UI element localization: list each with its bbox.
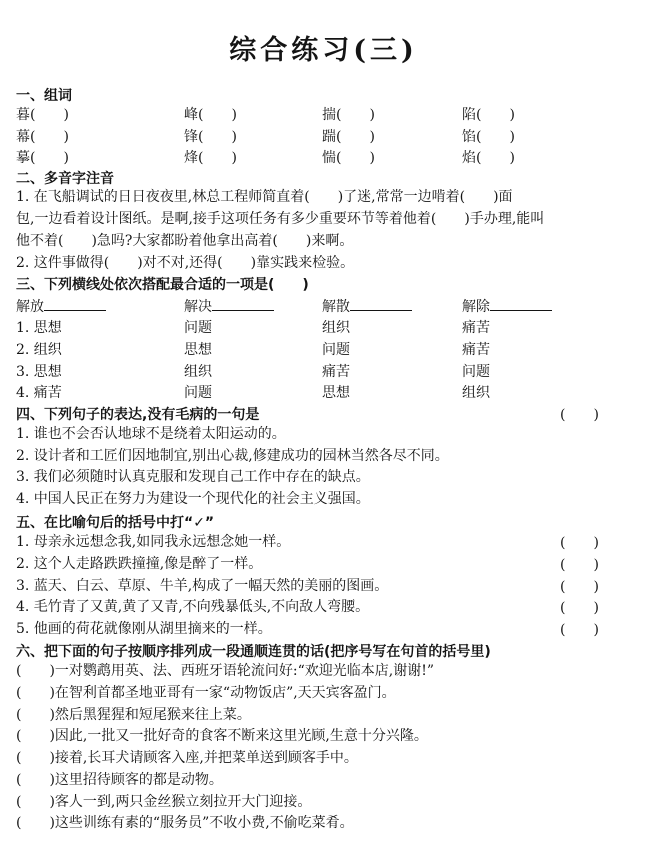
word-cell: 锋( ): [184, 129, 237, 145]
answer-paren: ( ): [560, 622, 599, 638]
section-1-heading: 一、组词: [16, 88, 72, 104]
column-header: 解散: [322, 296, 412, 316]
sentence-item: ( )在智利首都圣地亚哥有一家“动物饭店”,天天宾客盈门。: [16, 685, 396, 701]
question-item: 5. 他画的荷花就像刚从湖里摘来的一样。: [16, 621, 272, 637]
option-cell: 组织: [462, 385, 490, 401]
question-item: 1. 母亲永远想念我,如同我永远想念她一样。: [16, 534, 291, 550]
paragraph-line: 包,一边看着设计图纸。是啊,接手这项任务有多少重要环节等着他着( )手办理,能叫: [16, 211, 545, 227]
word-cell: 摹( ): [16, 150, 69, 166]
sentence-item: ( )这里招待顾客的都是动物。: [16, 772, 223, 788]
section-6-heading: 六、把下面的句子按顺序排列成一段通顺连贯的话(把序号写在句首的括号里): [16, 644, 491, 660]
option-cell: 痛苦: [462, 320, 490, 336]
option-cell: 2. 组织: [16, 342, 62, 358]
section-2-heading: 二、多音字注音: [16, 171, 114, 187]
word-cell: 惴( ): [322, 150, 375, 166]
word-cell: 陷( ): [462, 107, 515, 123]
word-cell: 馅( ): [462, 129, 515, 145]
column-header: 解决: [184, 296, 274, 316]
word-cell: 焰( ): [462, 150, 515, 166]
section-5-heading: 五、在比喻句后的括号中打“✓”: [16, 515, 215, 531]
page-title: 综合练习(三): [229, 35, 418, 66]
option-cell: 3. 思想: [16, 364, 62, 380]
answer-paren: ( ): [560, 579, 599, 595]
option-cell: 思想: [184, 342, 212, 358]
column-header: 解除: [462, 296, 552, 316]
word-cell: 揣( ): [322, 107, 375, 123]
option-cell: 痛苦: [322, 364, 350, 380]
option-cell: 组织: [184, 364, 212, 380]
column-header: 解放: [16, 296, 106, 316]
sentence-item: ( )然后黑猩猩和短尾猴来往上菜。: [16, 707, 251, 723]
question-item: 3. 我们必须随时认真克服和发现自己工作中存在的缺点。: [16, 469, 370, 485]
question-item: 1. 谁也不会否认地球不是绕着太阳运动的。: [16, 426, 286, 442]
section-3-heading: 三、下列横线处依次搭配最合适的一项是( ): [16, 277, 309, 293]
option-cell: 问题: [184, 320, 212, 336]
question-item: 4. 中国人民正在努力为建设一个现代化的社会主义强国。: [16, 491, 370, 507]
word-cell: 幕( ): [16, 129, 69, 145]
question-item: 4. 毛竹青了又黄,黄了又青,不向残暴低头,不向敌人弯腰。: [16, 599, 370, 615]
sentence-item: ( )这些训练有素的“服务员”不收小费,不偷吃菜肴。: [16, 815, 354, 831]
sentence-item: ( )接着,长耳犬请顾客入座,并把菜单送到顾客手中。: [16, 750, 358, 766]
answer-paren: ( ): [560, 535, 599, 551]
option-cell: 组织: [322, 320, 350, 336]
paragraph-line: 2. 这件事做得( )对不对,还得( )靠实践来检验。: [16, 255, 355, 271]
option-cell: 思想: [322, 385, 350, 401]
word-cell: 暮( ): [16, 107, 69, 123]
option-cell: 1. 思想: [16, 320, 62, 336]
word-cell: 峰( ): [184, 107, 237, 123]
answer-paren: ( ): [560, 407, 599, 423]
option-cell: 问题: [322, 342, 350, 358]
sentence-item: ( )一对鹦鹉用英、法、西班牙语轮流问好:“欢迎光临本店,谢谢!”: [16, 663, 435, 679]
section-4-heading: 四、下列句子的表达,没有毛病的一句是: [16, 407, 260, 423]
word-cell: 踹( ): [322, 129, 375, 145]
word-cell: 烽( ): [184, 150, 237, 166]
question-item: 2. 这个人走路跌跌撞撞,像是醉了一样。: [16, 556, 263, 572]
option-cell: 4. 痛苦: [16, 385, 62, 401]
sentence-item: ( )因此,一批又一批好奇的食客不断来这里光顾,生意十分兴隆。: [16, 728, 428, 744]
answer-paren: ( ): [560, 600, 599, 616]
paragraph-line: 1. 在飞船调试的日日夜夜里,林总工程师简直着( )了迷,常常一边啃着( )面: [16, 189, 513, 205]
option-cell: 问题: [462, 364, 490, 380]
option-cell: 问题: [184, 385, 212, 401]
question-item: 2. 设计者和工匠们因地制宜,别出心裁,修建成功的园林当然各尽不同。: [16, 448, 449, 464]
option-cell: 痛苦: [462, 342, 490, 358]
paragraph-line: 他不着( )急吗?大家都盼着他拿出高着( )来啊。: [16, 233, 354, 249]
answer-paren: ( ): [560, 557, 599, 573]
question-item: 3. 蓝天、白云、草原、牛羊,构成了一幅天然的美丽的图画。: [16, 578, 389, 594]
sentence-item: ( )客人一到,两只金丝猴立刻拉开大门迎接。: [16, 794, 312, 810]
